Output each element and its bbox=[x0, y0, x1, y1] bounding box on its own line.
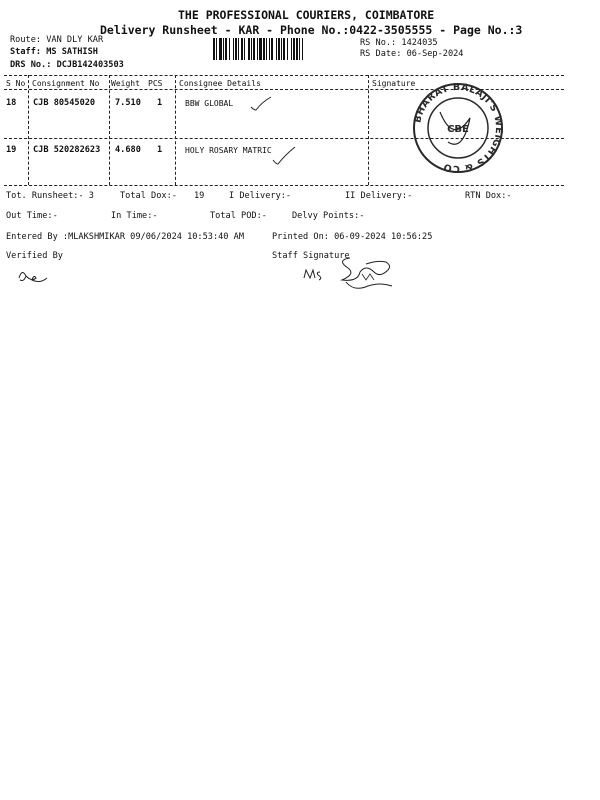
col-divider bbox=[28, 75, 29, 185]
col-divider bbox=[175, 75, 176, 185]
header-pcs: PCS bbox=[148, 79, 163, 88]
row-pcs: 1 bbox=[157, 145, 163, 155]
rs-date: RS Date: 06-Sep-2024 bbox=[360, 49, 464, 59]
rs-number: RS No.: 1424035 bbox=[360, 38, 438, 48]
stamp-center-text: CBE bbox=[447, 124, 469, 135]
total-dox-label: Total Dox:- bbox=[120, 191, 177, 201]
out-time: Out Time:- bbox=[6, 211, 58, 221]
rtn-dox: RTN Dox:- bbox=[465, 191, 512, 201]
row-consignee: BBW GLOBAL bbox=[185, 99, 234, 108]
tot-runsheet: Tot. Runsheet:- 3 bbox=[6, 191, 94, 201]
header-weight: Weight bbox=[111, 79, 140, 88]
drs-number: DRS No.: DCJB142403503 bbox=[10, 60, 124, 70]
verified-signature bbox=[16, 266, 50, 286]
staff-signature-label: Staff Signature bbox=[272, 251, 350, 261]
row-weight: 7.510 bbox=[115, 98, 141, 108]
tick-mark bbox=[250, 96, 272, 112]
delvy-points: Delvy Points:- bbox=[292, 211, 365, 221]
staff-signature bbox=[296, 252, 400, 296]
col-divider bbox=[109, 75, 110, 185]
company-name: THE PROFESSIONAL COURIERS, COIMBATORE bbox=[178, 8, 435, 22]
tick-mark bbox=[272, 146, 296, 166]
stamp-text: BHARAT BALAJI'S WEIGHTS & CO bbox=[412, 82, 505, 174]
route-label: Route: VAN DLY KAR bbox=[10, 35, 104, 45]
printed-on: Printed On: 06-09-2024 10:56:25 bbox=[272, 232, 433, 242]
header-signature: Signature bbox=[372, 79, 416, 88]
row-sno: 18 bbox=[6, 98, 17, 108]
entered-by: Entered By :MLAKSHMIKAR 09/06/2024 10:53:40 AM bbox=[6, 232, 244, 242]
row-sno: 19 bbox=[6, 145, 17, 155]
total-pod: Total POD:- bbox=[210, 211, 267, 221]
header-consignment: Consignment No bbox=[32, 79, 100, 88]
ii-delivery: II Delivery:- bbox=[345, 191, 413, 201]
table-bottom-rule bbox=[4, 185, 564, 186]
stamp-seal bbox=[408, 82, 508, 174]
row-consignment: CJB 520282623 bbox=[33, 145, 101, 155]
row-weight: 4.680 bbox=[115, 145, 141, 155]
row-consignment: CJB 80545020 bbox=[33, 98, 96, 108]
total-dox-value: 19 bbox=[194, 191, 205, 201]
i-delivery: I Delivery:- bbox=[229, 191, 292, 201]
col-divider bbox=[368, 75, 369, 185]
header-sno: S No bbox=[6, 79, 26, 88]
row-pcs: 1 bbox=[157, 98, 163, 108]
barcode-image bbox=[213, 38, 353, 60]
staff-label: Staff: MS SATHISH bbox=[10, 47, 98, 57]
in-time: In Time:- bbox=[111, 211, 158, 221]
table-top-rule bbox=[4, 75, 564, 76]
header-consignee: Consignee Details bbox=[179, 79, 261, 88]
runsheet-title: Delivery Runsheet - KAR - Phone No.:0422-3505555 - Page No.:3 bbox=[100, 23, 523, 37]
verified-by: Verified By bbox=[6, 251, 63, 261]
row-consignee: HOLY ROSARY MATRIC bbox=[185, 146, 272, 155]
